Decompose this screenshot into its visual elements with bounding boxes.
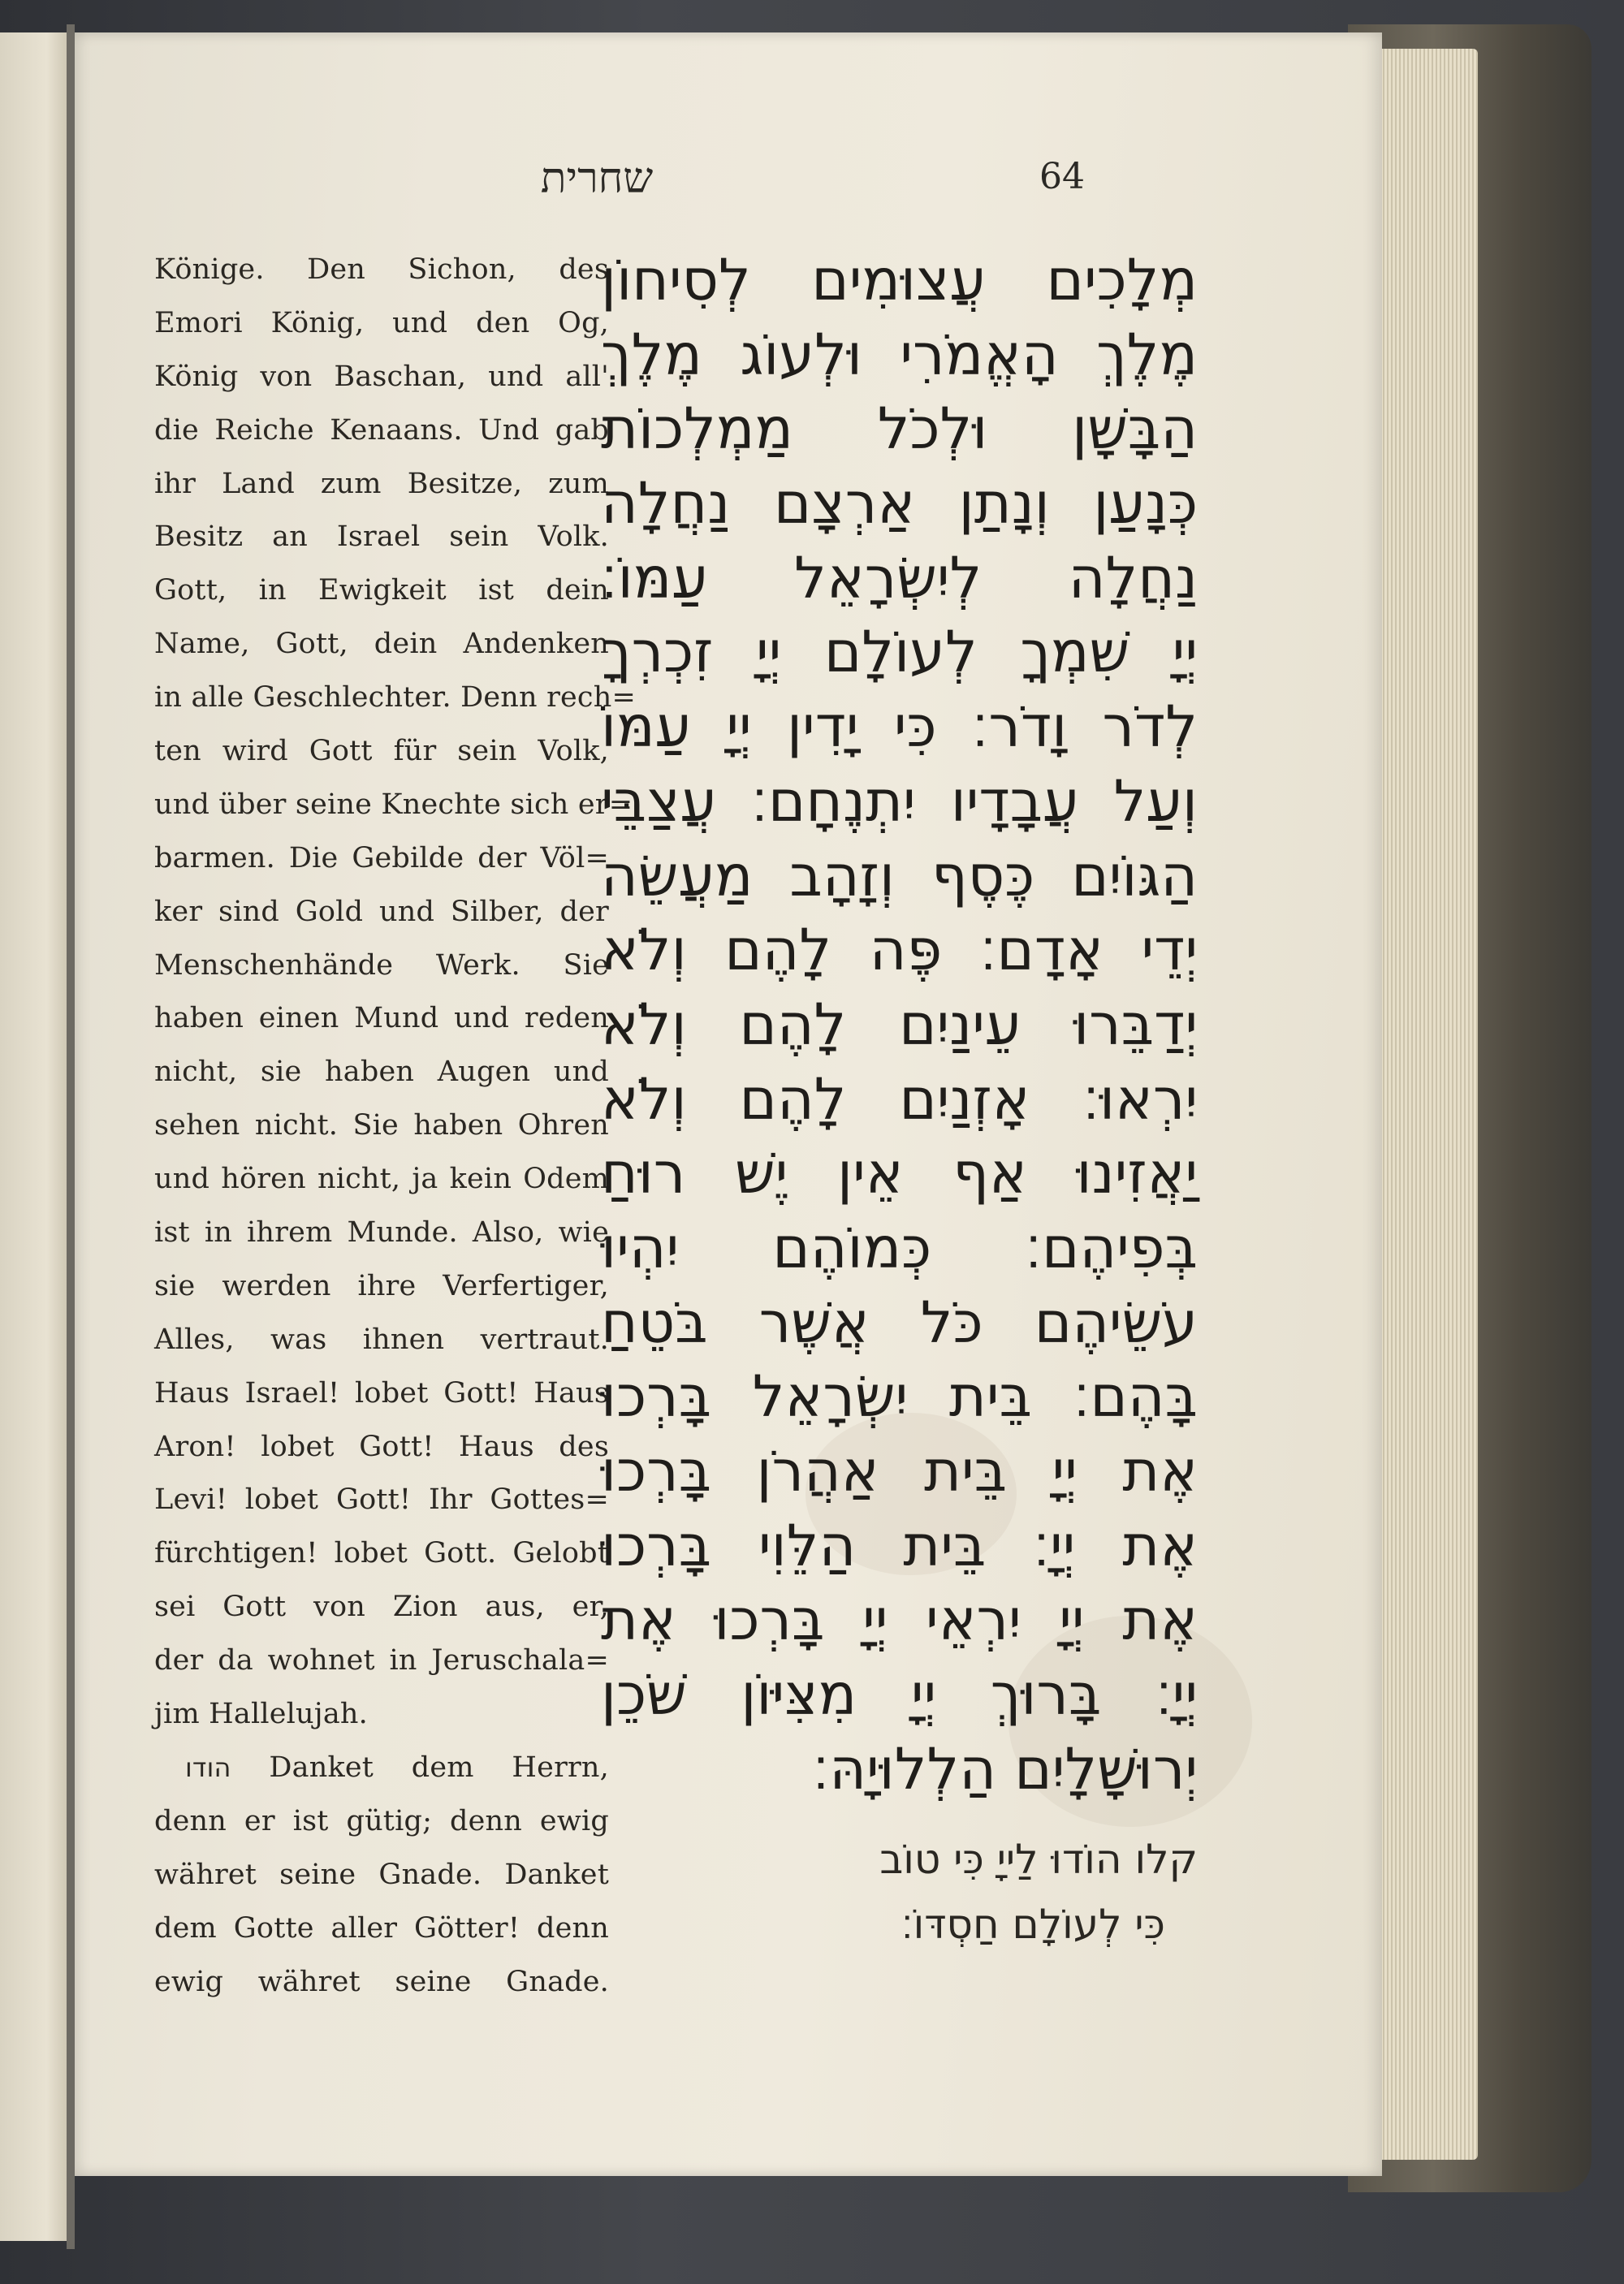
hebrew-line: יְרוּשָׁלָיִם הַלְלוּיָהּ׃: [812, 1735, 1198, 1803]
german-line: die Reiche Kenaans. Und gab: [154, 413, 609, 447]
hebrew-line: מֶלֶךְ הָאֱמֹרִי וּלְעוֹג מֶלֶךְ: [601, 321, 1198, 388]
german-line: ihr Land zum Besitze, zum: [154, 467, 609, 500]
german-line: ewig währet seine Gnade.: [154, 1965, 609, 1998]
german-line: in alle Geschlechter. Denn rech=: [154, 681, 636, 715]
german-translation-column: [154, 244, 636, 2009]
german-line: Levi! lobet Gott! Ihr Gottes=: [154, 1483, 609, 1517]
german-line: ker sind Gold und Silber, der: [154, 895, 609, 928]
german-line: Emori König, und den Og,: [154, 306, 609, 339]
german-line: ist in ihrem Munde. Also, wie: [154, 1216, 609, 1250]
german-line: haben einen Mund und reden: [154, 1002, 609, 1035]
german-line: Haus Israel! lobet Gott! Haus: [154, 1376, 609, 1410]
german-line: dem Gotte aller Götter! denn: [154, 1911, 609, 1945]
german-line: sie werden ihre Verfertiger,: [154, 1269, 609, 1302]
german-line-text: Danket dem Herrn,: [269, 1751, 609, 1784]
german-line: Name, Gott, dein Andenken: [154, 628, 609, 661]
hebrew-text-column: [601, 244, 1198, 1807]
hebrew-line: בָּהֶם׃ בֵּית יִשְׂרָאֵל בָּרְכוּ: [601, 1363, 1198, 1431]
german-line: und über seine Knechte sich er=: [154, 788, 633, 821]
german-line: Gott, in Ewigkeit ist dein: [154, 574, 609, 607]
hebrew-line: יְדֵי אָדָם׃ פֶּה לָהֶם וְלֹא: [601, 917, 1198, 984]
hebrew-small-line: קלו הוֹדוּ לַייָ כִּי טוֹב: [879, 1836, 1198, 1883]
german-line: ten wird Gott für sein Volk,: [154, 735, 609, 768]
hebrew-line: בְּפִיהֶם׃ כְּמוֹהֶם יִהְיוּ: [601, 1214, 1198, 1281]
german-line-paragraph-start: [154, 1742, 609, 1795]
running-header: שחרית: [540, 154, 654, 203]
hebrew-line: עֹשֵׂיהֶם כֹּל אֲשֶׁר בֹּטֵחַ: [601, 1289, 1198, 1356]
hebrew-small-line: כִּי לְעוֹלָם חַסְדּוֹ׃: [901, 1901, 1165, 1948]
german-line: Aron! lobet Gott! Haus des: [154, 1430, 609, 1463]
german-line: Menschenhände Werk. Sie: [154, 948, 609, 982]
german-line: jim Hallelujah.: [154, 1698, 368, 1731]
page-number: 64: [1039, 156, 1085, 197]
hebrew-line: יְדַבֵּרוּ עֵינַיִם לָהֶם וְלֹא: [601, 991, 1198, 1058]
hebrew-line: יְיָ׃ בָּרוּךְ יְיָ מִצִּיּוֹן שֹׁכֵן: [601, 1661, 1198, 1729]
german-line: währet seine Gnade. Danket: [154, 1858, 609, 1891]
german-line: Könige. Den Sichon, des: [154, 253, 609, 286]
hebrew-line: אֶת יְיָ יִרְאֵי יְיָ בָּרְכוּ אֶת: [601, 1587, 1198, 1654]
hebrew-line: יְיָ שִׁמְךָ לְעוֹלָם יְיָ זִכְרְךָ: [601, 619, 1198, 686]
hebrew-line: נַחֲלָה לְיִשְׂרָאֵל עַמּוֹ׃: [601, 544, 1198, 611]
german-line: denn er ist gütig; denn ewig: [154, 1804, 609, 1837]
german-line: König von Baschan, und all': [154, 360, 609, 393]
german-line: Alles, was ihnen vertraut.: [154, 1323, 609, 1356]
hebrew-line: יַאֲזִינוּ אַף אֵין יֶשׁ רוּחַ: [601, 1140, 1198, 1207]
german-line: Besitz an Israel sein Volk.: [154, 520, 609, 554]
hebrew-line: מְלָכִים עֲצוּמִים לְסִיחוֹן: [601, 247, 1198, 313]
hebrew-line: אֶת יְיָ׃ בֵּית הַלֵּוִי בָּרְכוּ: [601, 1512, 1198, 1579]
book-gutter: [67, 24, 75, 2249]
german-line: der da wohnet in Jeruschala=: [154, 1644, 609, 1677]
hebrew-cue-word: הודו: [185, 1751, 231, 1783]
hebrew-line: יִרְאוּ׃ אָזְנַיִם לָהֶם וְלֹא: [601, 1065, 1198, 1133]
german-line: fürchtigen! lobet Gott. Gelobt: [154, 1537, 609, 1570]
hebrew-line: הַבָּשָׁן וּלְכֹל מַמְלְכוֹת: [601, 395, 1198, 463]
german-line: und hören nicht, ja kein Odem: [154, 1163, 609, 1196]
hebrew-line: וְעַל עֲבָדָיו יִתְנֶחָם׃ עֲצַבֵּי: [601, 767, 1198, 835]
hebrew-line: אֶת יְיָ בֵּית אַהֲרֹן בָּרְכוּ: [601, 1438, 1198, 1505]
german-line: sehen nicht. Sie haben Ohren: [154, 1109, 609, 1142]
hebrew-line: לְדֹר וָדֹר׃ כִּי יָדִין יְיָ עַמּוֹ: [601, 693, 1198, 761]
german-line: barmen. Die Gebilde der Völ=: [154, 841, 609, 874]
german-line: sei Gott von Zion aus, er,: [154, 1591, 609, 1624]
left-page-edge: [0, 32, 68, 2241]
german-line: nicht, sie haben Augen und: [154, 1056, 609, 1089]
hebrew-line: כְּנָעַן וְנָתַן אַרְצָם נַחֲלָה: [601, 470, 1198, 538]
hebrew-small-verse: [617, 1827, 1198, 1957]
hebrew-line: הַגּוֹיִם כֶּסֶף וְזָהָב מַעֲשֵׂה: [601, 842, 1198, 909]
